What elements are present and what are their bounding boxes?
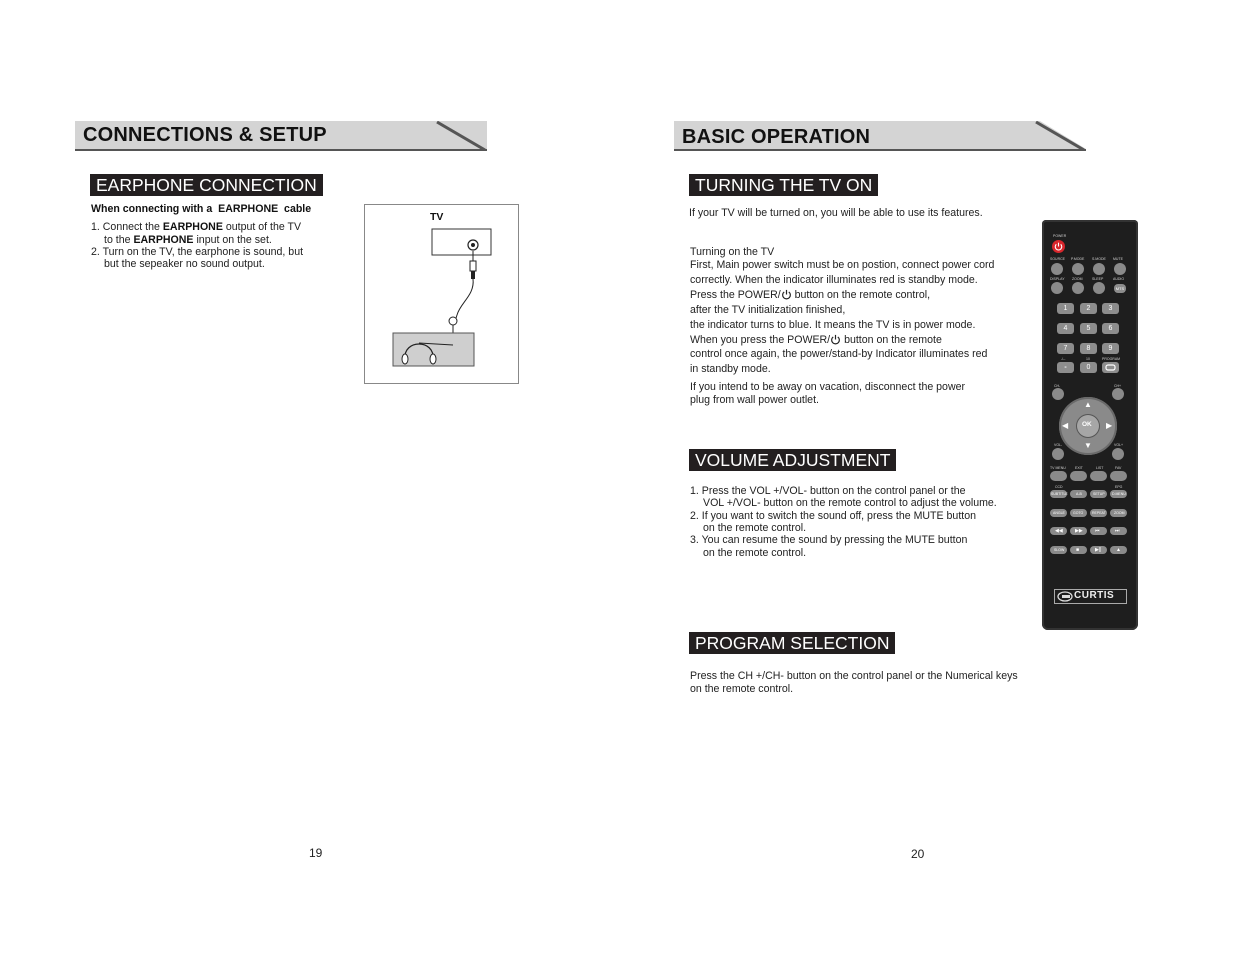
- remote-key-5: 5: [1080, 323, 1097, 334]
- remote-ok-button: [1077, 415, 1099, 437]
- power-icon: [1052, 240, 1065, 253]
- program-line-1: Press the CH +/CH- button on the control panel or the Numerical keys: [690, 670, 1018, 682]
- remote-label-dash: -/--: [1061, 357, 1066, 361]
- remote-label-source: SOURCE: [1050, 257, 1065, 261]
- remote-repeat-button: [1090, 509, 1107, 517]
- right-header-banner: [674, 121, 1086, 151]
- remote-key-9: 9: [1102, 343, 1119, 354]
- tv-on-line-1: First, Main power switch must be on postion, connect power cord: [690, 259, 995, 271]
- tv-on-subheading: Turning on the TV: [690, 246, 775, 258]
- remote-label-exit: EXIT: [1075, 466, 1083, 470]
- remote-power-label: POWER: [1053, 234, 1067, 238]
- remote-mts-button: MTS: [1115, 286, 1125, 291]
- remote-left-arrow-icon: ◀: [1062, 421, 1069, 430]
- page-number-left: 19: [309, 846, 323, 860]
- earphone-step-2-cont: but the sepeaker no sound output.: [104, 258, 265, 270]
- remote-label-tv-menu: TV MENU: [1050, 466, 1066, 470]
- remote-display-button: [1051, 282, 1063, 294]
- tv-on-line-6: When you press the POWER/ button on the remote: [690, 334, 942, 346]
- earphone-lead-text: When connecting with a EARPHONE cable: [91, 203, 312, 215]
- remote-up-arrow-icon: ▲: [1084, 400, 1092, 409]
- remote-angle-button: [1050, 509, 1067, 517]
- curtis-logo-icon: [1057, 591, 1073, 602]
- remote-goto-button: [1070, 509, 1087, 517]
- remote-ch-plus-button: [1112, 388, 1124, 400]
- remote-forward-button: [1070, 527, 1087, 535]
- volume-line-5: 3. You can resume the sound by pressing the MUTE button: [690, 534, 968, 546]
- remote-zoom2-button: [1110, 509, 1127, 517]
- remote-key-8: 8: [1080, 343, 1097, 354]
- volume-adjustment-heading: VOLUME ADJUSTMENT: [689, 449, 896, 471]
- remote-smode-button: [1093, 263, 1105, 275]
- remote-label-smode: S.MODE: [1092, 257, 1106, 261]
- remote-subtitle-button: [1050, 490, 1067, 498]
- remote-label-ch-plus: CH+: [1114, 384, 1122, 388]
- tv-on-intro: If your TV will be turned on, you will be able to use its features.: [689, 207, 983, 219]
- fast-forward-icon: ▶▶: [1075, 528, 1083, 534]
- remote-repeat-label: REPEAT: [1092, 511, 1106, 515]
- remote-label-display: DISPLAY: [1050, 277, 1065, 281]
- remote-stop-button: [1070, 546, 1087, 554]
- remote-key-1: 1: [1057, 303, 1074, 314]
- remote-down-arrow-icon: ▼: [1084, 441, 1092, 450]
- remote-exit-button: [1070, 471, 1087, 481]
- remote-fav-button: [1110, 471, 1127, 481]
- remote-control-illustration: [1042, 220, 1138, 630]
- previous-icon: ⏮: [1095, 528, 1100, 534]
- remote-vol-minus-button: [1052, 448, 1064, 460]
- eject-icon: ▲: [1116, 547, 1121, 553]
- remote-key-3: 3: [1102, 303, 1119, 314]
- remote-play-pause-button: [1090, 546, 1107, 554]
- remote-key-2: 2: [1080, 303, 1097, 314]
- right-page-title: BASIC OPERATION: [682, 126, 871, 148]
- play-pause-icon: ▶||: [1095, 547, 1102, 553]
- remote-label-ch-minus: CH-: [1054, 384, 1061, 388]
- tv-on-line-4: after the TV initialization finished,: [690, 304, 846, 316]
- volume-line-2: VOL +/VOL- button on the remote control to adjust the volume.: [703, 497, 997, 509]
- rewind-icon: ◀◀: [1055, 528, 1063, 534]
- remote-label-ten: 10: [1086, 357, 1090, 361]
- remote-label-list: LIST: [1096, 466, 1104, 470]
- remote-label-sleep: SLEEP: [1092, 277, 1104, 281]
- remote-key-6: 6: [1102, 323, 1119, 334]
- remote-key-0: 0: [1080, 362, 1097, 373]
- remote-label-ccd: CCD: [1055, 485, 1063, 489]
- tv-on-line-8: in standby mode.: [690, 363, 771, 375]
- remote-slow-label: SLOW: [1054, 548, 1065, 552]
- remote-sleep-button: [1093, 282, 1105, 294]
- remote-right-arrow-icon: ▶: [1106, 421, 1113, 430]
- tv-on-line-3: Press the POWER/ button on the remote control,: [690, 289, 931, 301]
- remote-label-fav: FAV: [1115, 466, 1122, 470]
- remote-zoom-button: [1072, 282, 1084, 294]
- remote-ab-label: A-B: [1076, 492, 1082, 496]
- volume-line-1: 1. Press the VOL +/VOL- button on the control panel or the: [690, 485, 966, 497]
- remote-tv-menu-button: [1050, 471, 1067, 481]
- remote-key-dash: -: [1057, 362, 1074, 373]
- remote-label-pmode: P.MODE: [1071, 257, 1085, 261]
- remote-setup-label: SETUP: [1093, 492, 1105, 496]
- remote-ab-button: [1070, 490, 1087, 498]
- earphone-connection-heading: EARPHONE CONNECTION: [90, 174, 323, 196]
- diagram-tv-label: TV: [430, 211, 444, 223]
- remote-brand-text: CURTIS: [1074, 590, 1115, 601]
- remote-setup-button: [1090, 490, 1107, 498]
- earphone-step-1: 1. Connect the EARPHONE output of the TV: [91, 221, 302, 233]
- tv-on-vacation-2: plug from wall power outlet.: [690, 394, 819, 406]
- remote-brand-logo: [1054, 589, 1127, 604]
- remote-ok-label: OK: [1082, 421, 1092, 428]
- earphone-step-1-cont: to the EARPHONE input on the set.: [104, 234, 272, 246]
- earphone-diagram: [364, 204, 519, 384]
- power-symbol-icon: [781, 289, 792, 300]
- stop-icon: ■: [1076, 547, 1080, 553]
- remote-rewind-button: [1050, 527, 1067, 535]
- page-number-right: 20: [911, 847, 925, 861]
- program-line-2: on the remote control.: [690, 683, 794, 695]
- program-selection-heading: PROGRAM SELECTION: [689, 632, 895, 654]
- remote-program-button: [1102, 362, 1119, 373]
- remote-ch-minus-button: [1052, 388, 1064, 400]
- remote-prev-button: [1090, 527, 1107, 535]
- remote-dpad: [1059, 397, 1117, 455]
- tv-on-vacation-1: If you intend to be away on vacation, disconnect the power: [690, 381, 966, 393]
- remote-dmenu-button: [1110, 490, 1127, 498]
- earphone-diagram-drawing: [365, 205, 518, 383]
- earphone-step-2: 2. Turn on the TV, the earphone is sound, but: [91, 246, 304, 258]
- remote-subtitle-label: SUBTITLE: [1051, 492, 1068, 496]
- remote-power-button: [1052, 240, 1065, 253]
- remote-label-vol-plus: VOL+: [1114, 443, 1124, 447]
- remote-dmenu-label: D.MENU: [1112, 492, 1126, 496]
- tv-on-line-5: the indicator turns to blue. It means the TV is in power mode.: [690, 319, 976, 331]
- remote-pmode-button: [1072, 263, 1084, 275]
- remote-key-7: 7: [1057, 343, 1074, 354]
- tv-on-line-2: correctly. When the indicator illuminates red is standby mode.: [690, 274, 978, 286]
- remote-label-vol-minus: VOL-: [1054, 443, 1063, 447]
- remote-label-epg: EPG: [1115, 485, 1123, 489]
- remote-goto-label: GOTO: [1073, 511, 1084, 515]
- remote-list-button: [1090, 471, 1107, 481]
- remote-label-mute: MUTE: [1113, 257, 1123, 261]
- volume-line-3: 2. If you want to switch the sound off, press the MUTE button: [690, 510, 976, 522]
- remote-angle-label: ANGLE: [1053, 511, 1065, 515]
- remote-zoom2-label: ZOOM: [1114, 511, 1125, 515]
- volume-line-4: on the remote control.: [703, 522, 807, 534]
- remote-source-button: [1051, 263, 1063, 275]
- remote-label-audio: AUDIO: [1113, 277, 1125, 281]
- remote-mute-button: [1114, 263, 1126, 275]
- remote-label-program: PROGRAM: [1102, 357, 1121, 361]
- power-symbol-icon: [830, 334, 841, 345]
- left-header-banner: [75, 121, 487, 151]
- remote-eject-button: [1110, 546, 1127, 554]
- remote-label-zoom: ZOOM: [1072, 277, 1083, 281]
- return-icon: [1102, 362, 1119, 373]
- volume-line-6: on the remote control.: [703, 547, 807, 559]
- turning-tv-on-heading: TURNING THE TV ON: [689, 174, 878, 196]
- remote-vol-plus-button: [1112, 448, 1124, 460]
- next-icon: ⏭: [1115, 528, 1120, 534]
- tv-on-line-7: control once again, the power/stand-by Indicator illuminates red: [690, 348, 988, 360]
- left-page-title: CONNECTIONS & SETUP: [83, 124, 327, 146]
- remote-key-4: 4: [1057, 323, 1074, 334]
- remote-next-button: [1110, 527, 1127, 535]
- remote-slow-button: [1050, 546, 1067, 554]
